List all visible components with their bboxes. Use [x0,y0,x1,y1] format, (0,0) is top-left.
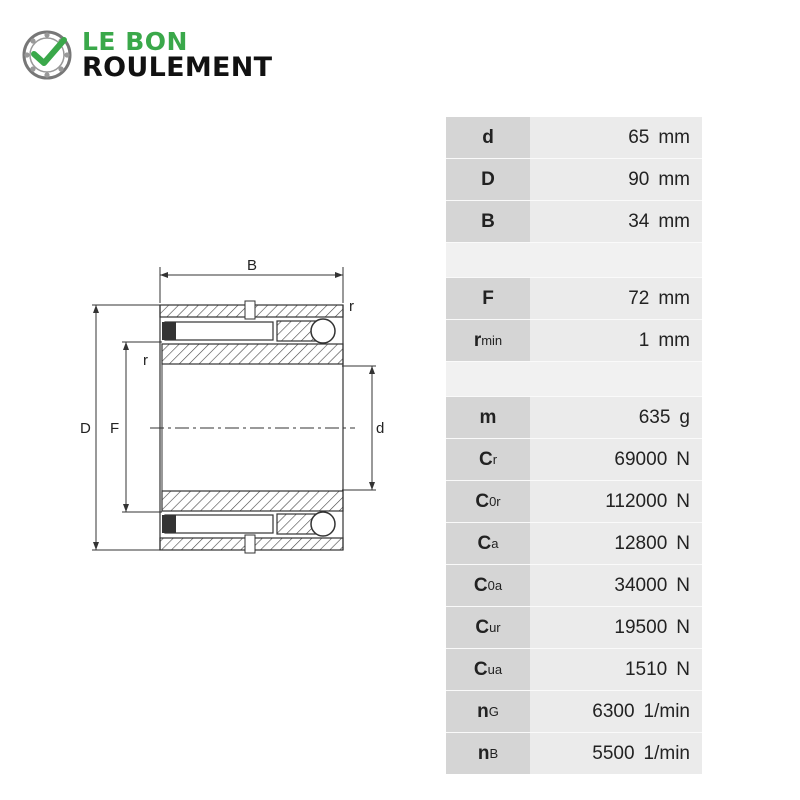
spec-number: 12800 [614,532,668,554]
spec-unit: N [676,658,690,680]
spec-subscript: r [492,452,498,467]
spec-value [530,362,702,396]
table-row [446,564,702,606]
spec-key [446,362,530,396]
table-row [446,438,702,480]
spec-unit: g [679,406,690,428]
label-r-inner: r [143,352,148,369]
spec-symbol: F [482,287,494,309]
spec-unit: mm [658,168,690,190]
table-row [446,606,702,648]
spec-unit: 1/min [643,742,690,764]
spec-number: 34000 [614,574,668,596]
spec-symbol: D [481,168,495,190]
label-D: D [80,420,91,437]
bearing-cross-section-drawing [70,245,400,565]
spec-symbol: C [477,532,492,554]
spec-number: 65 [628,126,650,148]
spec-key [446,481,530,522]
table-row [446,396,702,438]
spec-subscript: a [491,536,499,551]
spec-value [530,733,702,774]
spec-symbol: n [477,700,489,722]
spec-key [446,201,530,242]
spec-number: 1 [638,329,650,351]
spec-symbol: d [482,126,494,148]
spec-unit: 1/min [643,700,690,722]
spec-symbol: m [479,406,497,428]
spec-symbol: C [473,574,488,596]
table-spacer-row [446,242,702,277]
label-d: d [376,420,385,437]
spec-value [530,243,702,277]
table-row [446,690,702,732]
spec-number: 112000 [605,490,668,512]
spec-key [446,117,530,158]
spec-key [446,565,530,606]
spec-unit: N [676,448,690,470]
table-row [446,732,702,774]
logo-line-1: LE BON [82,27,188,56]
spec-subscript: ua [487,662,503,677]
spec-value [530,159,702,200]
spec-unit: N [676,574,690,596]
table-row [446,117,702,158]
spec-number: 69000 [614,448,668,470]
spec-subscript: B [489,746,499,761]
spec-number: 90 [628,168,650,190]
spec-unit: N [676,616,690,638]
spec-key [446,159,530,200]
brand-logo [22,26,302,86]
label-r-outer: r [349,298,354,315]
spec-symbol: C [473,658,488,680]
spec-value [530,481,702,522]
spec-key [446,439,530,480]
table-row [446,648,702,690]
spec-value [530,201,702,242]
spec-key [446,243,530,277]
table-row [446,200,702,242]
spec-value [530,397,702,438]
spec-subscript: ur [489,620,501,635]
spec-value [530,117,702,158]
spec-value [530,320,702,361]
spec-number: 72 [628,287,650,309]
spec-subscript: 0a [487,578,503,593]
spec-key [446,320,530,361]
spec-value [530,439,702,480]
spec-symbol: n [477,742,490,764]
spec-value [530,565,702,606]
bearing-check-icon [22,30,72,80]
spec-unit: mm [658,329,690,351]
label-B: B [247,257,258,274]
spec-key [446,691,530,732]
spec-number: 1510 [624,658,668,680]
spec-unit: N [676,532,690,554]
spec-symbol: C [475,490,490,512]
spec-value [530,523,702,564]
spec-key [446,607,530,648]
spec-unit: mm [658,287,690,309]
spec-key [446,523,530,564]
spec-key [446,649,530,690]
spec-value [530,691,702,732]
table-row [446,158,702,200]
spec-unit: mm [658,210,690,232]
spec-number: 34 [628,210,650,232]
table-row [446,319,702,361]
spec-key [446,733,530,774]
spec-subscript: 0r [489,494,501,509]
spec-unit: mm [658,126,690,148]
spec-number: 635 [638,406,671,428]
label-F: F [110,420,120,437]
table-row [446,277,702,319]
spec-unit: N [676,490,690,512]
spec-value [530,649,702,690]
table-row [446,480,702,522]
spec-symbol: B [481,210,495,232]
spec-key [446,278,530,319]
spec-number: 19500 [614,616,668,638]
spec-key [446,397,530,438]
spec-value [530,278,702,319]
spec-table [446,117,702,774]
spec-symbol: C [475,616,490,638]
spec-subscript: min [481,333,503,348]
table-spacer-row [446,361,702,396]
spec-value [530,607,702,648]
spec-number: 5500 [592,742,635,764]
logo-line-2: ROULEMENT [82,52,273,83]
spec-subscript: G [488,704,499,719]
table-row [446,522,702,564]
spec-symbol: r [473,329,482,351]
spec-symbol: C [478,448,493,470]
spec-number: 6300 [592,700,635,722]
